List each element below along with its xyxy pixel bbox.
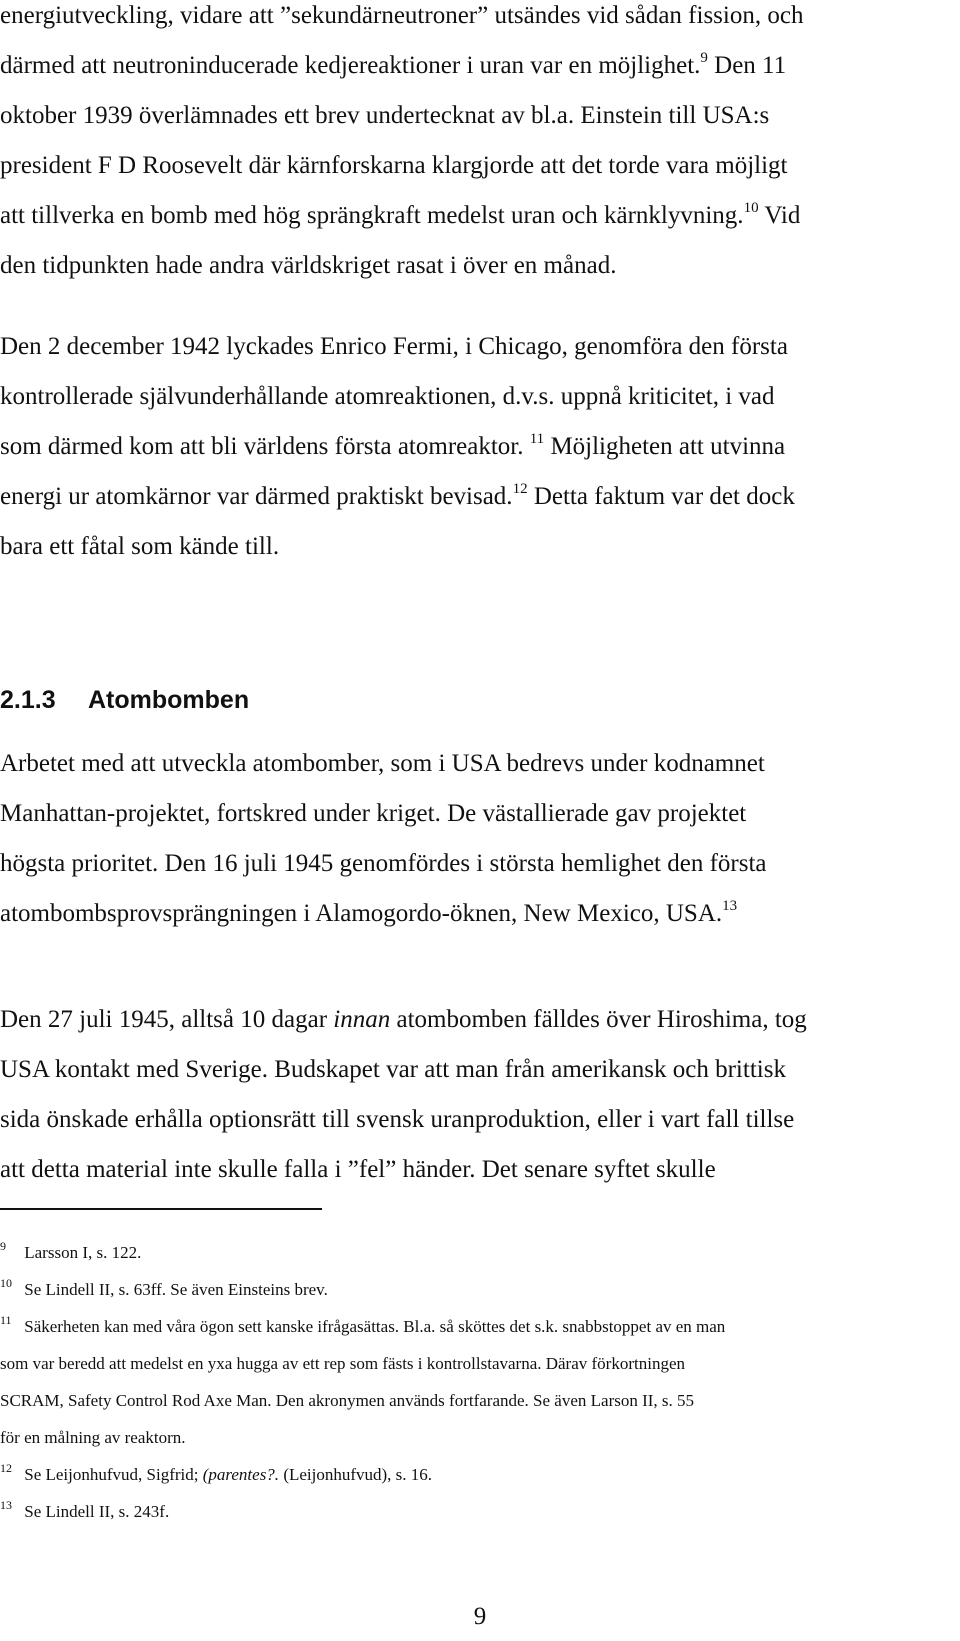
paragraph-1 [0, 0, 803, 291]
footnote-text: (Leijonhufvud), s. 16. [279, 1465, 433, 1484]
text-run: att tillverka en bomb med hög sprängkraft medelst uran och kärnklyvning. [0, 202, 744, 229]
text-run: Möjligheten att utvinna [544, 433, 786, 460]
paragraph-line [0, 472, 795, 522]
footnote-reference[interactable]: 13 [722, 898, 738, 914]
footnote: $^{10}$ Se Lindell II, s. 63ff. Se även Einsteins brev. [0, 1276, 328, 1299]
footnote-separator [0, 1208, 322, 1210]
footnote-reference[interactable]: 9 [700, 50, 708, 66]
footnote: $^{13}$ Se Lindell II, s. 243f. [0, 1498, 170, 1521]
paragraph-2 [0, 322, 795, 572]
page-number: 9 [473, 1603, 487, 1630]
paragraph-line: president F D Roosevelt där kärnforskarna klargjorde att det torde vara möjligt [0, 152, 788, 179]
footnote-reference[interactable]: 11 [529, 431, 545, 447]
footnote-text: Se Leijonhufvud, Sigfrid; [24, 1465, 203, 1484]
text-run: därmed att neutroninducerade kedjereaktioner i uran var en möjlighet. [0, 52, 701, 79]
paragraph-line: Manhattan-projektet, fortskred under kriget. De västallierade gav projektet [0, 800, 747, 827]
footnote-continuation: som var beredd att medelst en yxa hugga av ett rep som fästs i kontrollstavarna. Därav förkortningen [0, 1354, 685, 1373]
paragraph-line: att detta material inte skulle falla i ”fel” händer. Det senare syftet skulle [0, 1156, 716, 1183]
paragraph-line: bara ett fåtal som kände till. [0, 533, 280, 560]
footnote-continuation: för en målning av reaktorn. [0, 1428, 186, 1447]
paragraph-line: högsta prioritet. Den 16 juli 1945 genomfördes i största hemlighet den första [0, 850, 767, 877]
footnote-text: Se Lindell II, s. 63ff. Se även Einsteins brev. [24, 1280, 328, 1299]
text-run: Den 27 juli 1945, alltså 10 dagar [0, 1006, 334, 1033]
footnote-emphasis: (parentes?. [202, 1465, 280, 1484]
paragraph-line: Den 2 december 1942 lyckades Enrico Fermi, i Chicago, genomföra den första [0, 333, 788, 360]
text-run: atombombsprovsprängningen i Alamogordo-öknen, New Mexico, USA. [0, 900, 723, 927]
emphasis-text: innan [333, 1006, 391, 1033]
footnote-text: Säkerheten kan med våra ögon sett kanske ifrågasättas. Bl.a. så sköttes det s.k. snabbstoppet av en man [24, 1317, 726, 1336]
text-run: energi ur atomkärnor var därmed praktiskt bevisad. [0, 483, 513, 510]
paragraph-line: USA kontakt med Sverige. Budskapet var att man från amerikansk och brittisk [0, 1056, 786, 1083]
footnote-continuation: SCRAM, Safety Control Rod Axe Man. Den akronymen används fortfarande. Se även Larson II, s. 55 [0, 1391, 695, 1410]
section-number: 2.1.3 [0, 686, 56, 714]
paragraph-4 [0, 995, 807, 1195]
paragraph-line [0, 191, 803, 241]
text-run: Den 11 [707, 52, 787, 79]
paragraph-line: kontrollerade självunderhållande atomreaktionen, d.v.s. uppnå kriticitet, i vad [0, 383, 775, 410]
footnote-reference[interactable]: 10 [743, 200, 759, 216]
text-run: som därmed kom att bli världens första atomreaktor. [0, 433, 524, 460]
paragraph-3 [0, 739, 767, 939]
paragraph-line [0, 41, 803, 91]
paragraph-line [0, 422, 795, 472]
footnote: $^9$ Larsson I, s. 122. [0, 1239, 142, 1262]
footnote-text: Se Lindell II, s. 243f. [24, 1502, 170, 1521]
footnote: $^{12}$ Se Leijonhufvud, Sigfrid; (parentes?. (Leijonhufvud), s. 16. [0, 1461, 433, 1484]
footnotes [0, 1234, 725, 1530]
footnote-reference[interactable]: 12 [512, 481, 528, 497]
text-run: Vid [758, 202, 801, 229]
footnote-text: Larsson I, s. 122. [24, 1243, 142, 1262]
paragraph-line: energiutveckling, vidare att ”sekundärneutroner” utsändes vid sådan fission, och [0, 2, 804, 29]
text-run: atombomben fälldes över Hiroshima, tog [390, 1006, 807, 1033]
paragraph-line: den tidpunkten hade andra världskriget rasat i över en månad. [0, 252, 617, 279]
paragraph-line: Arbetet med att utveckla atombomber, som i USA bedrevs under kodnamnet [0, 750, 765, 777]
section-heading [0, 684, 249, 716]
paragraph-line: sida önskade erhålla optionsrätt till svensk uranproduktion, eller i vart fall tillse [0, 1106, 795, 1133]
paragraph-line [0, 995, 807, 1045]
text-run: Detta faktum var det dock [527, 483, 795, 510]
section-title: Atombomben [88, 686, 250, 714]
footnote: $^{11}$ Säkerheten kan med våra ögon sett kanske ifrågasättas. Bl.a. så sköttes det s.k. snabbstoppet av en man [0, 1313, 726, 1336]
paragraph-line [0, 889, 767, 939]
paragraph-line: oktober 1939 överlämnades ett brev undertecknat av bl.a. Einstein till USA:s [0, 102, 770, 129]
